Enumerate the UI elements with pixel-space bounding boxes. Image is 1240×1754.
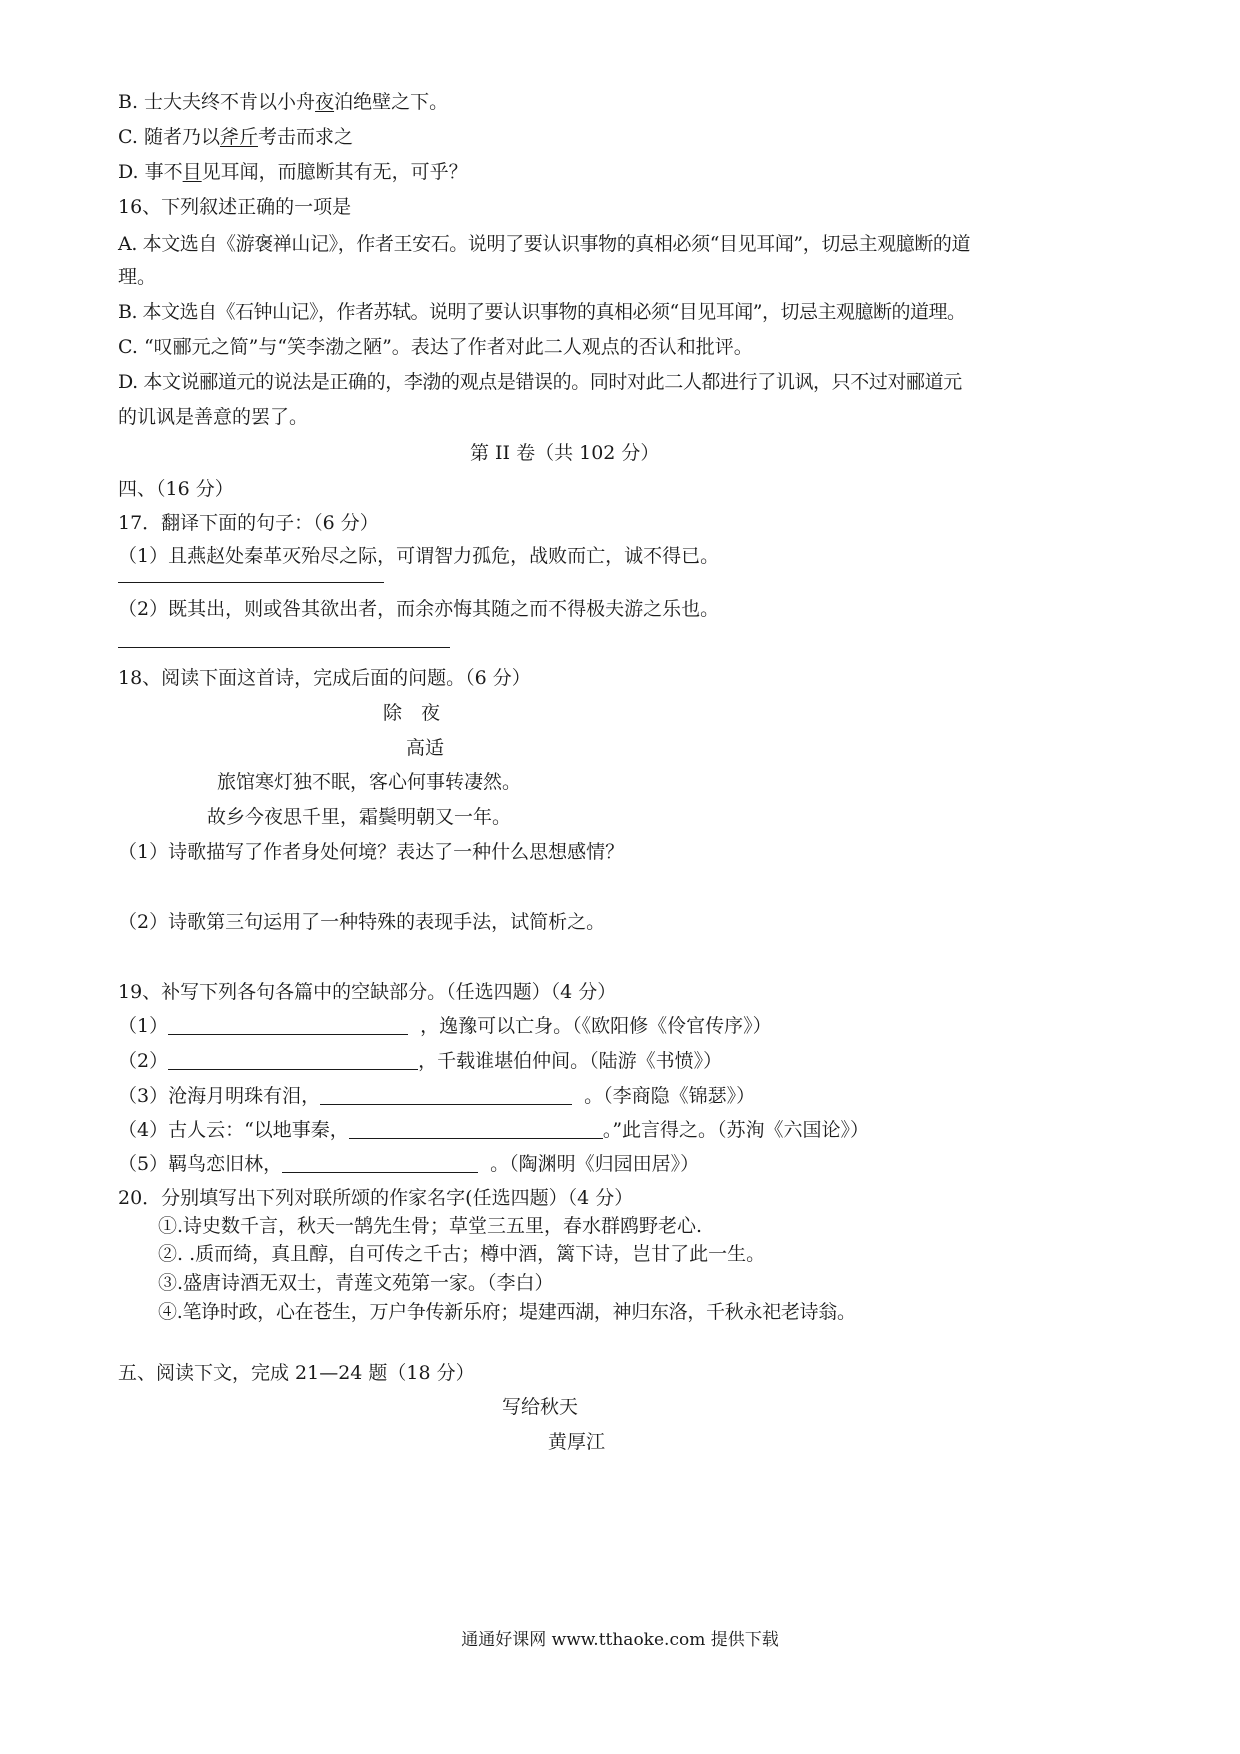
q16-option-b: B. 本文选自《石钟山记》，作者苏轼。说明了要认识事物的真相必须“目见耳闻”，切忌主观臆断的道理。	[118, 301, 966, 323]
q16-option-a-line2: 理。	[118, 266, 157, 288]
q19-item-1: （1） ，逸豫可以亡身。（《欧阳修《伶官传序》）	[118, 1015, 772, 1037]
option-b: B. 士大夫终不肯以小舟夜泊绝壁之下。	[118, 91, 449, 113]
q19-item-3: （3）沧海月明珠有泪， 。（李商隐《锦瑟》）	[118, 1085, 756, 1107]
option-d: D. 事不目见耳闻，而臆断其有无，可乎？	[118, 161, 468, 183]
question-20-stem: 20．分别填写出下列对联所颂的作家名字(任选四题）（4 分）	[118, 1187, 634, 1209]
question-17-stem: 17．翻译下面的句子：（6 分）	[118, 512, 379, 534]
poem-line-1: 旅馆寒灯独不眠，客心何事转凄然。	[217, 771, 522, 793]
q19-blank-5[interactable]	[282, 1152, 478, 1173]
q19-item-5: （5）羁鸟恋旧林， 。（陶渊明《归园田居》）	[118, 1153, 700, 1175]
q20-couplet-1: ①.诗史数千言，秋天一鹄先生骨；草堂三五里，春水群鸥野老心.	[158, 1215, 703, 1237]
q17-answer-line-1[interactable]	[118, 582, 384, 583]
section-4-heading: 四、（16 分）	[118, 478, 234, 500]
q20-couplet-2: ②. .质而绮，真且醇，自可传之千古；樽中酒，篱下诗，岂甘了此一生。	[158, 1243, 766, 1265]
q19-blank-2[interactable]	[168, 1049, 418, 1070]
q20-couplet-3: ③.盛唐诗酒无双士，青莲文苑第一家。（李白）	[158, 1272, 554, 1294]
q17-answer-line-2[interactable]	[118, 647, 450, 648]
question-18-stem: 18、阅读下面这首诗，完成后面的问题。（6 分）	[118, 667, 531, 689]
page-footer: 通通好课网 www.tthaoke.com 提供下载	[461, 1630, 779, 1650]
q19-blank-3[interactable]	[320, 1084, 572, 1105]
q16-option-c: C. “叹郦元之简”与“笑李渤之陋”。表达了作者对此二人观点的否认和批评。	[118, 336, 753, 358]
q20-couplet-4: ④.笔诤时政，心在苍生，万户争传新乐府；堤建西湖，神归东洛，千秋永祀老诗翁。	[158, 1301, 856, 1323]
q18-subquestion-2: （2）诗歌第三句运用了一种特殊的表现手法，试简析之。	[118, 911, 606, 933]
q19-blank-4[interactable]	[349, 1118, 603, 1139]
q16-option-d-line1: D. 本文说郦道元的说法是正确的，李渤的观点是错误的。同时对此二人都进行了讥讽，只不过对郦道元	[118, 371, 962, 393]
part-2-title: 第 II 卷（共 102 分）	[470, 442, 660, 464]
q16-option-d-line2: 的讥讽是善意的罢了。	[118, 406, 309, 428]
essay-author: 黄厚江	[548, 1431, 606, 1453]
q19-item-2: （2） ，千载谁堪伯仲间。（陆游《书愤》）	[118, 1050, 723, 1072]
q17-sentence-2: （2）既其出，则或咎其欲出者，而余亦悔其随之而不得极夫游之乐也。	[118, 598, 720, 620]
q19-blank-1[interactable]	[168, 1014, 408, 1035]
q16-option-a-line1: A. 本文选自《游褒禅山记》，作者王安石。说明了要认识事物的真相必须“目见耳闻”，切忌主观臆断的道	[118, 233, 971, 255]
poem-author: 高适	[406, 737, 445, 759]
essay-title: 写给秋天	[502, 1396, 579, 1418]
question-16-stem: 16、下列叙述正确的一项是	[118, 196, 352, 218]
poem-line-2: 故乡今夜思千里，霜鬓明朝又一年。	[207, 806, 512, 828]
q17-sentence-1: （1）且燕赵处秦革灭殆尽之际，可谓智力孤危，战败而亡，诚不得已。	[118, 545, 720, 567]
question-19-stem: 19、补写下列各句各篇中的空缺部分。（任选四题）（4 分）	[118, 981, 617, 1003]
q19-item-4: （4）古人云：“以地事秦， 。”此言得之。（苏洵《六国论》）	[118, 1119, 870, 1141]
section-5-heading: 五、阅读下文，完成 21—24 题（18 分）	[118, 1362, 475, 1384]
poem-title: 除 夜	[383, 702, 441, 724]
option-c: C. 随者乃以斧斤考击而求之	[118, 126, 353, 148]
q18-subquestion-1: （1）诗歌描写了作者身处何境？表达了一种什么思想感情？	[118, 841, 625, 863]
